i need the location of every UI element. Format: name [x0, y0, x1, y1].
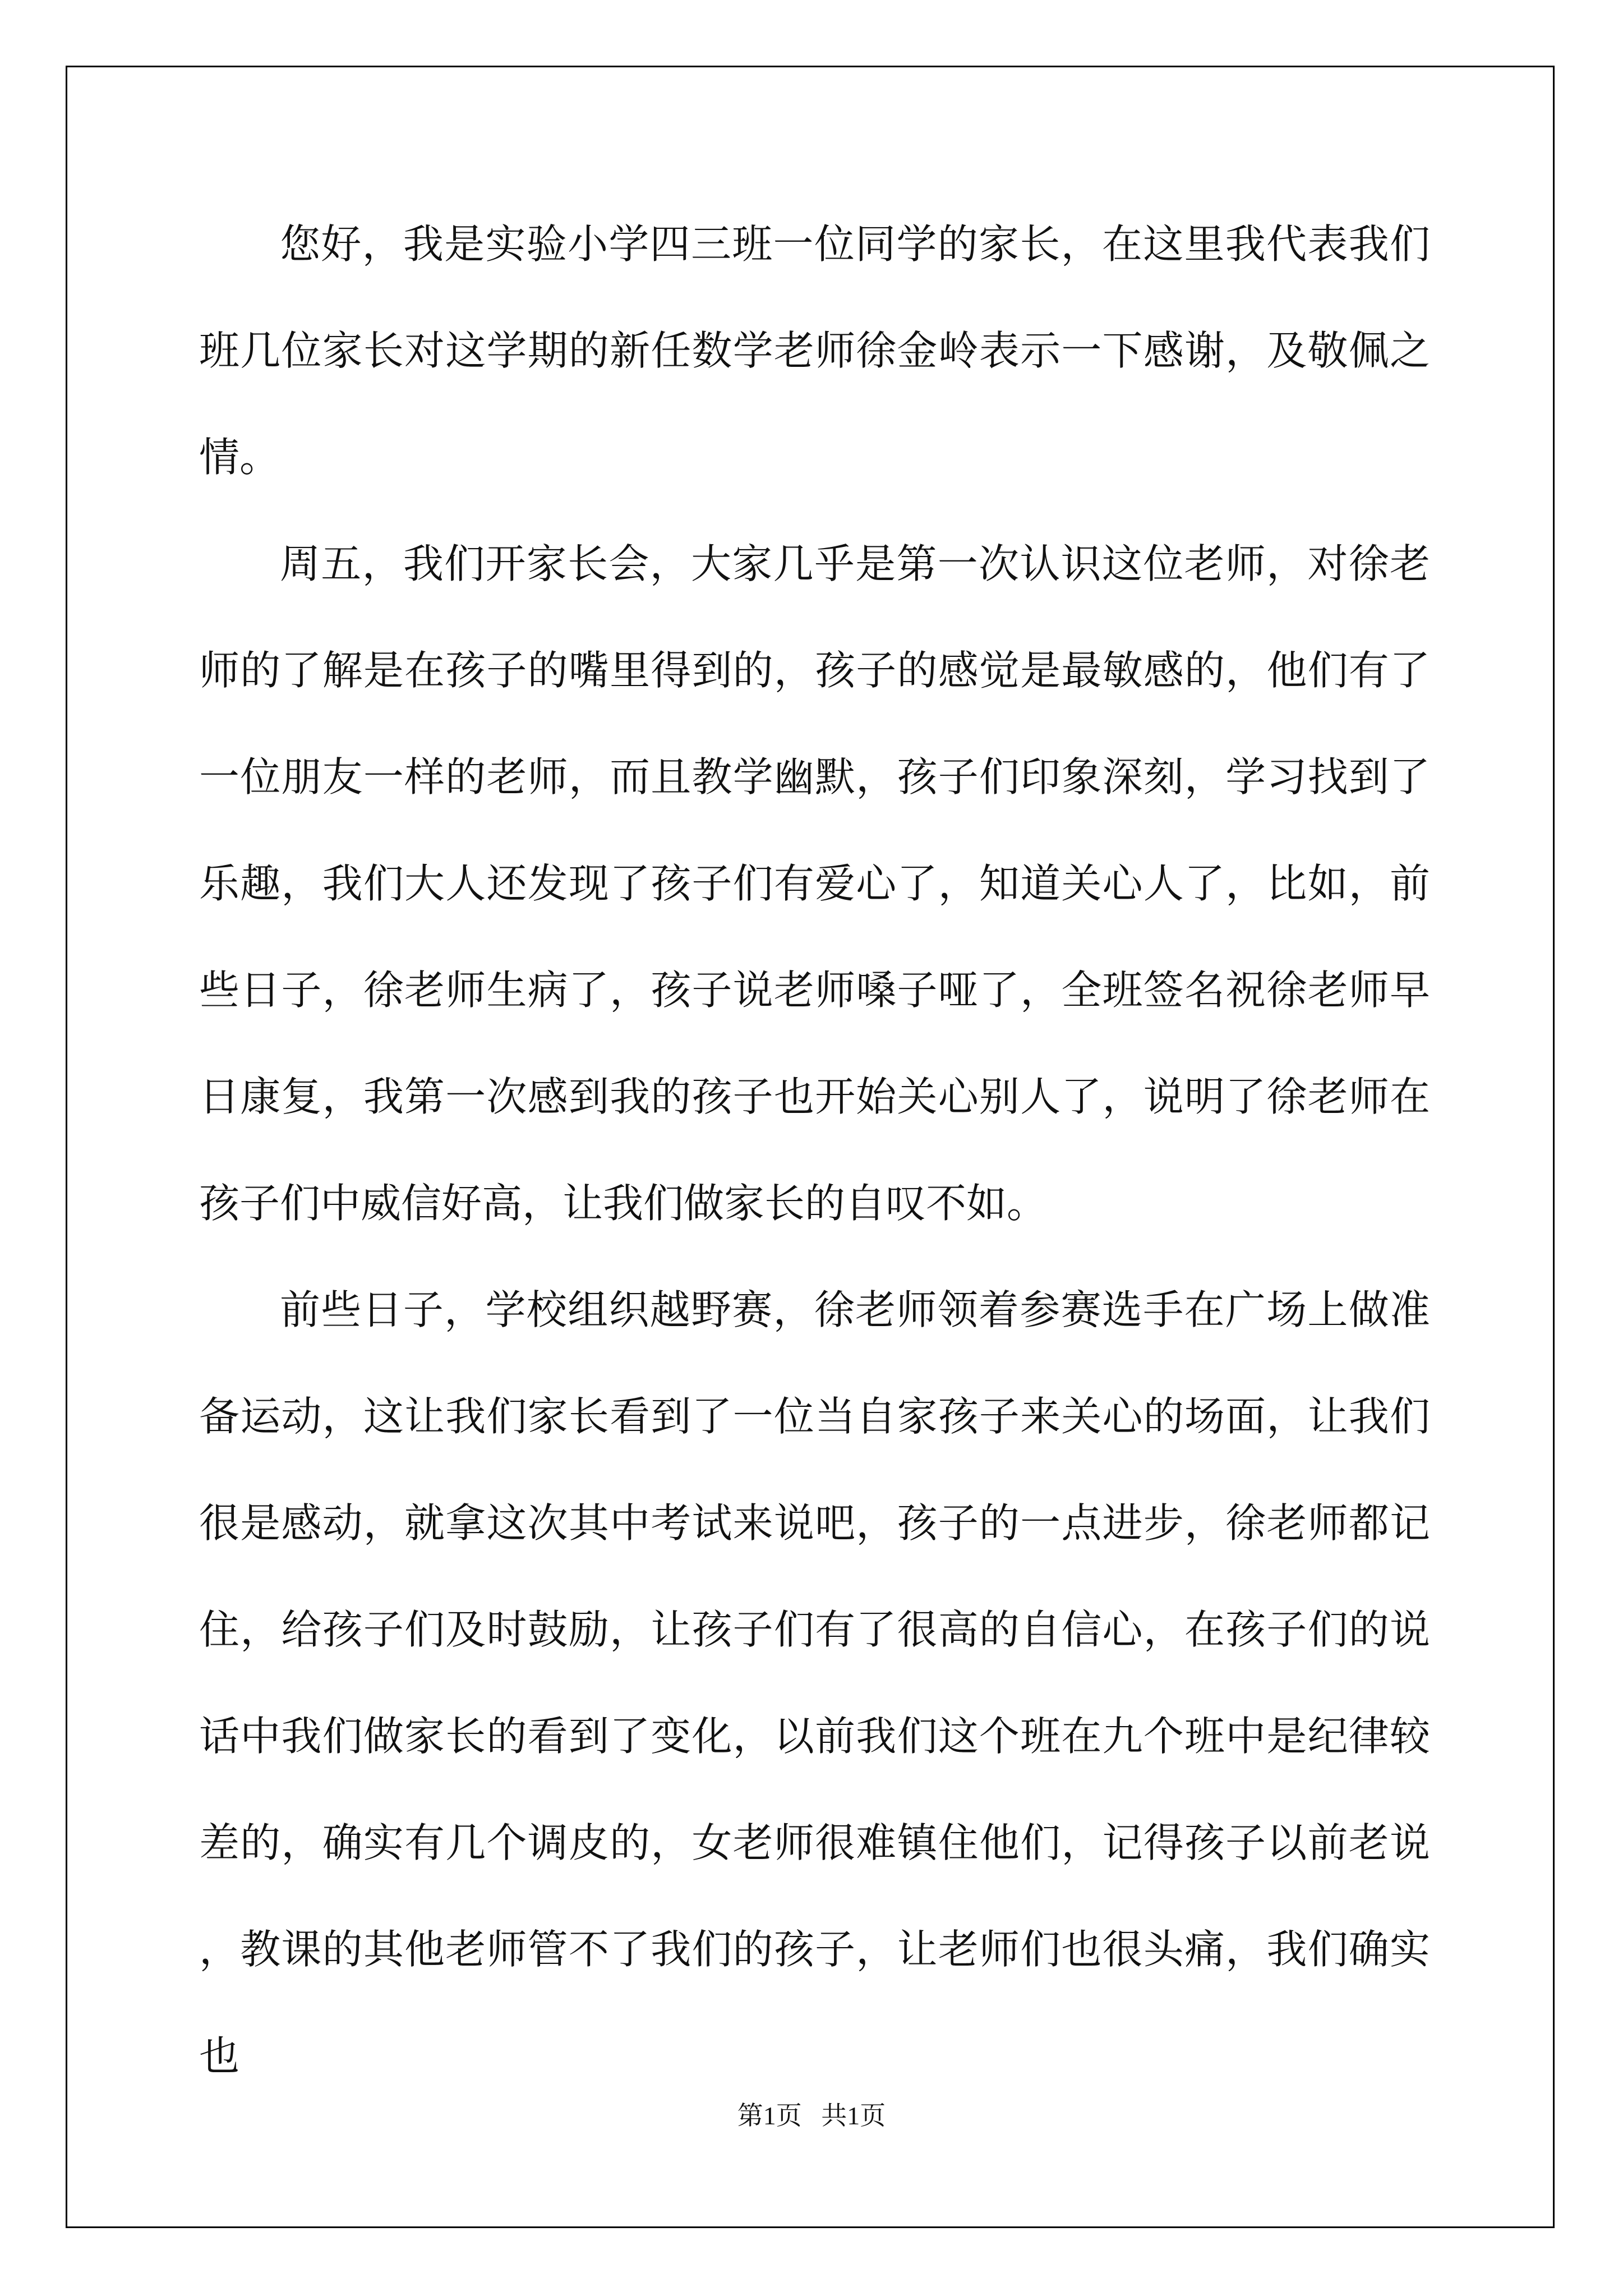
- page-footer: 第1页 共1页: [737, 2101, 886, 2130]
- paragraph-2: 周五，我们开家长会，大家几乎是第一次认识这位老师，对徐老师的了解是在孩子的嘴里得到的，孩子的感觉是最敏感的，他们有了一位朋友一样的老师，而且教学幽默，孩子们印象深刻，学习找到了乐趣，我们大人还发现了孩子们有爱心了，知道关心人了，比如，前些日子，徐老师生病了，孩子说老师嗓子哑了，全班签名祝徐老师早日康复，我第一次感到我的孩子也开始关心别人了，说明了徐老师在孩子们中威信好高，让我们做家长的自叹不如。: [199, 540, 1430, 1227]
- paragraph-3: 前些日子，学校组织越野赛，徐老师领着参赛选手在广场上做准备运动，这让我们家长看到了一位当自家孩子来关心的场面，让我们很是感动，就拿这次其中考试来说吧，孩子的一点进步，徐老师都记住，给孩子们及时鼓励，让孩子们有了很高的自信心，在孩子们的说话中我们做家长的看到了变化，以前我们这个班在九个班中是纪律较差的，确实有几个调皮的，女老师很难镇住他们，记得孩子以前老说，教课的其他老师管不了我们的孩子，让老师们也很头痛，我们确实也: [199, 1286, 1430, 2079]
- document-body: [199, 191, 1430, 2109]
- paragraph-1: 您好，我是实验小学四三班一位同学的家长，在这里我代表我们班几位家长对这学期的新任数学老师徐金岭表示一下感谢，及敬佩之情。: [199, 220, 1430, 481]
